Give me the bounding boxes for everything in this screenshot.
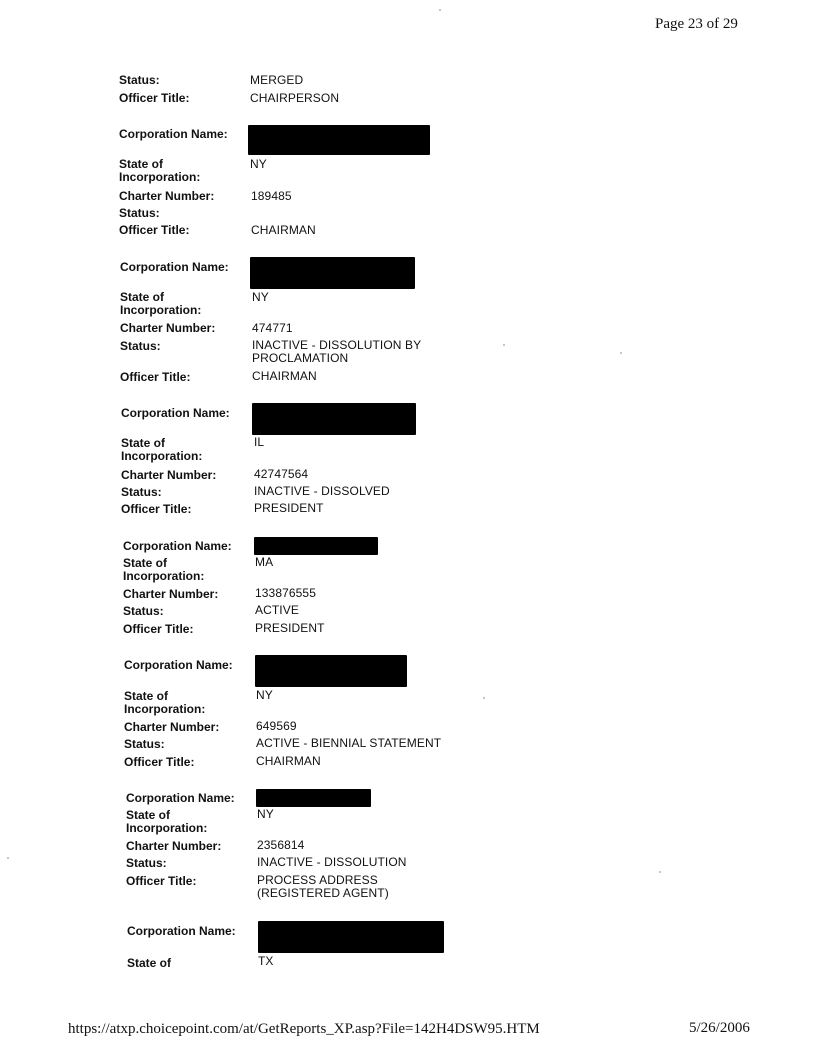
corporation-name-label: Corporation Name:	[124, 658, 233, 672]
corporation-name-label: Corporation Name:	[123, 539, 232, 553]
charter-number-label: Charter Number:	[119, 189, 215, 203]
scan-speck	[620, 352, 622, 354]
corporation-name-redaction	[256, 789, 371, 807]
officer-title-value: CHAIRPERSON	[250, 91, 340, 105]
scan-speck	[483, 697, 485, 699]
state-label-line1: State of	[119, 157, 164, 171]
status-label: Status:	[124, 737, 165, 751]
officer-title-value-line2: (REGISTERED AGENT)	[257, 886, 389, 900]
status-label: Status:	[119, 206, 160, 220]
officer-title-value: CHAIRMAN	[256, 754, 321, 768]
state-label-line2: Incorporation:	[119, 170, 201, 184]
corporation-name-redaction	[254, 537, 378, 555]
officer-title-label: Officer Title:	[126, 874, 197, 888]
state-label-line2: Incorporation:	[124, 702, 206, 716]
officer-title-value: PRESIDENT	[255, 621, 325, 635]
state-value: NY	[257, 807, 274, 821]
status-value-line2: PROCLAMATION	[252, 351, 349, 365]
charter-number-label: Charter Number:	[120, 321, 216, 335]
officer-title-value: CHAIRMAN	[251, 223, 316, 237]
status-value	[252, 339, 421, 365]
corporation-name-label: Corporation Name:	[121, 406, 230, 420]
officer-title-label: Officer Title:	[119, 91, 190, 105]
scan-speck	[7, 857, 9, 859]
state-value: NY	[250, 157, 267, 171]
state-label	[121, 437, 202, 463]
corporation-name-redaction	[258, 921, 444, 953]
state-label-line1: State of	[121, 436, 166, 450]
state-label-line1: State of	[126, 808, 171, 822]
state-label-line2: Incorporation:	[120, 303, 202, 317]
state-label-line1: State of	[124, 689, 169, 703]
footer-date: 5/26/2006	[689, 1020, 750, 1036]
charter-number-value: 474771	[252, 321, 293, 335]
officer-title-label: Officer Title:	[121, 502, 192, 516]
charter-number-value: 133876555	[255, 586, 316, 600]
charter-number-value: 649569	[256, 719, 297, 733]
status-value: MERGED	[250, 73, 304, 87]
state-label	[124, 690, 205, 716]
officer-title-value: PRESIDENT	[254, 501, 324, 515]
state-label	[120, 291, 201, 317]
charter-number-label: Charter Number:	[123, 587, 219, 601]
state-label-line1: State of	[120, 290, 165, 304]
scan-speck	[659, 871, 661, 873]
corporation-name-redaction	[252, 403, 416, 435]
officer-title-value	[257, 874, 389, 900]
corporation-name-label: Corporation Name:	[119, 127, 228, 141]
status-label: Status:	[121, 485, 162, 499]
state-label: State of	[127, 956, 172, 970]
status-label: Status:	[123, 604, 164, 618]
corporation-name-redaction	[250, 257, 415, 289]
charter-number-value: 42747564	[254, 467, 309, 481]
state-label-line2: Incorporation:	[123, 569, 205, 583]
officer-title-label: Officer Title:	[120, 370, 191, 384]
state-value: MA	[255, 555, 274, 569]
corporation-name-label: Corporation Name:	[120, 260, 229, 274]
officer-title-value-line1: PROCESS ADDRESS	[257, 873, 378, 887]
officer-title-label: Officer Title:	[124, 755, 195, 769]
state-value: IL	[254, 435, 265, 449]
officer-title-label: Officer Title:	[119, 223, 190, 237]
state-label	[123, 557, 204, 583]
page-number: Page 23 of 29	[655, 16, 738, 32]
charter-number-value: 2356814	[257, 838, 305, 852]
status-value: ACTIVE	[255, 603, 299, 617]
scan-speck	[503, 344, 505, 346]
state-label	[126, 809, 207, 835]
corporation-name-label: Corporation Name:	[126, 791, 235, 805]
state-value: NY	[256, 688, 273, 702]
state-label-line2: Incorporation:	[126, 821, 208, 835]
state-value: TX	[258, 954, 274, 968]
corporation-name-label: Corporation Name:	[127, 924, 236, 938]
state-value: NY	[252, 290, 269, 304]
scan-speck	[439, 9, 441, 11]
status-label: Status:	[126, 856, 167, 870]
state-label	[119, 158, 200, 184]
officer-title-label: Officer Title:	[123, 622, 194, 636]
status-value-line1: INACTIVE - DISSOLUTION BY	[252, 338, 422, 352]
status-label: Status:	[119, 73, 160, 87]
charter-number-label: Charter Number:	[126, 839, 222, 853]
state-label-line2: Incorporation:	[121, 449, 203, 463]
officer-title-value: CHAIRMAN	[252, 369, 317, 383]
charter-number-value: 189485	[251, 189, 292, 203]
status-value: INACTIVE - DISSOLVED	[254, 484, 390, 498]
status-value: INACTIVE - DISSOLUTION	[257, 855, 407, 869]
corporation-name-redaction	[248, 125, 430, 155]
status-label: Status:	[120, 339, 161, 353]
corporation-name-redaction	[255, 655, 407, 687]
charter-number-label: Charter Number:	[121, 468, 217, 482]
state-label-line1: State of	[123, 556, 168, 570]
status-value: ACTIVE - BIENNIAL STATEMENT	[256, 736, 442, 750]
charter-number-label: Charter Number:	[124, 720, 220, 734]
footer-url: https://atxp.choicepoint.com/at/GetReports_XP.asp?File=142H4DSW95.HTM	[68, 1021, 540, 1037]
